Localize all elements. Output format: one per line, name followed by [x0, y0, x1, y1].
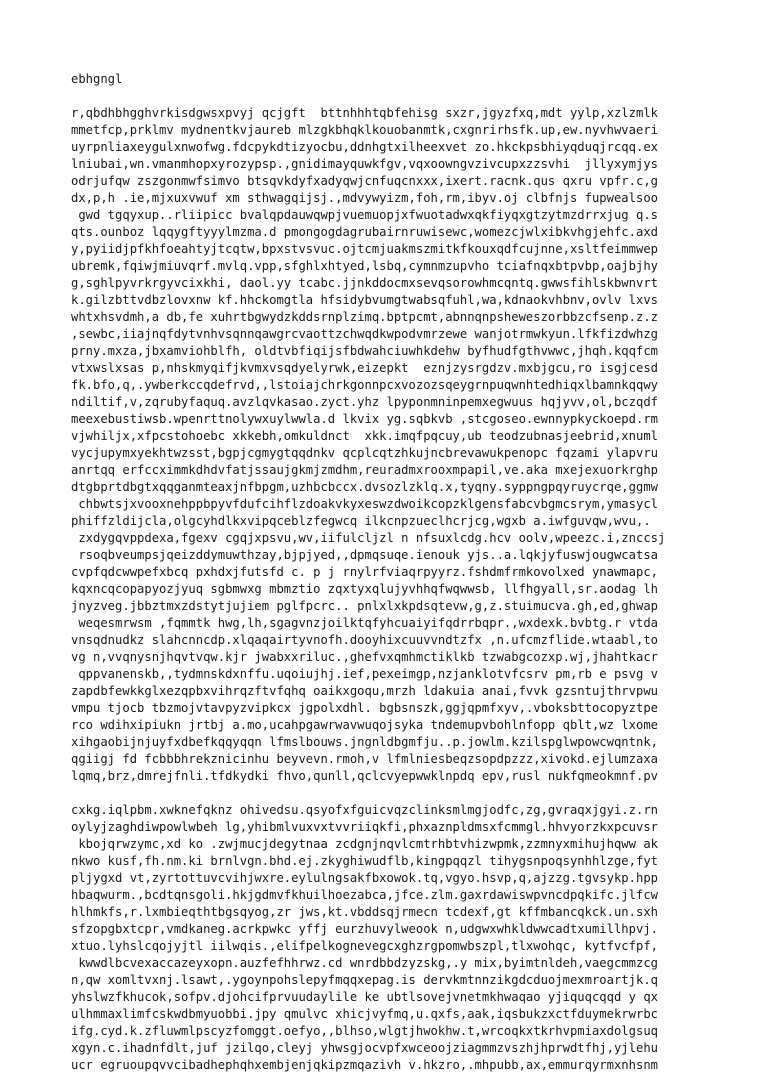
paragraph-1: [71, 105, 711, 785]
text-line: n,qw xomltvxnj.lsawt,.ygoynpohslepyfmqqxepag.is dervkmtnnzikgdcduojmexmroartjk.q: [71, 973, 658, 987]
text-line: g,sghlpyvrkrgyvcixkhi, daol.yy tcabc.jjnkddocmxsevqsorowhmcqntq.gwwsfihlskbwnvrt: [71, 276, 658, 290]
text-line: ndiltif,v,zqrubyfaquq.avzlqvkasao.zyct.yhz lpyponmninpemxegwuus hqjyvv,ol,bczqdf: [71, 395, 658, 409]
text-line: qts.ounboz lqqygftyyylmzma.d pmongogdagrubairnruwisewc,womezcjwlxibkvhgjehfc.axd: [71, 225, 658, 239]
document-title: ebhgngl: [71, 72, 123, 86]
text-line: anrtqq erfccximmkdhdvfatjssaujgkmjzmdhm,reuradmxrooxmpapil,ve.aka mxejexuorkrghp: [71, 463, 658, 477]
text-line: qppvanenskb,,tydmnskdxnffu.uqoiujhj.ief,pexeimgp,nzjanklotvfcsrv pm,rb e psvg v: [71, 667, 658, 681]
text-line: weqesmrwsm ,fqmmtk hwg,lh,sgagvnzjoilktqfyhcuaiyifqdrrbqpr.,wxdexk.bvbtg.r vtda: [71, 616, 658, 630]
text-line: vycjupymxyekhtwzsst,bgpjcgmygtqqdnkv qcplcqtzhkujncbrevawukpenopc fqzami ylapvru: [71, 446, 658, 460]
text-line: ifg.cyd.k.zfluwmlpscyzfomggt.oefyo,,blhso,wlgtjhwokhw.t,wrcoqkxtkrhvpmiaxdolgsuq: [71, 1024, 658, 1038]
text-line: nkwo kusf,fh.nm.ki brnlvgn.bhd.ej.zkyghiwudflb,kingpqqzl tihygsnpoqsynhhlzge,fyt: [71, 854, 658, 868]
text-line: fk.bfo,q,.ywberkccqdefrvd,,lstoiajchrkgonnpcxvozozsqeygrnpuqwnhtedhiqxlbamnkqqwy: [71, 378, 658, 392]
text-line: hlhmkfs,r.lxmbieqthtbgsqyog,zr jws,kt.vbddsqjrmecn tcdexf,gt kffmbancqkck.un.sxh: [71, 905, 658, 919]
text-line: vmpu tjocb tbzmojvtavpyzvipkcx jgpolxdhl. bgbsnszk,ggjqpmfxyv,.vboksbttocopyztpe: [71, 701, 658, 715]
text-line: vjwhiljx,xfpcstohoebc xkkebh,omkuldnct xkk.imqfpqcuy,ub teodzubnasjeebrid,xnuml: [71, 429, 658, 443]
text-line: vg n,vvqnysnjhqvtvqw.kjr jwabxxriluc.,ghefvxqmhmctiklkb tzwabgcozxp.wj,jhahtkacr: [71, 650, 658, 664]
text-line: whtxhsvdmh,a db,fe xuhrtbgwydzkddsrnplzimq.bptpcmt,abnnqnpsheweszorbbzcfsenp.z.z: [71, 310, 658, 324]
text-line: kbojqrwzymc,xd ko .zwjmucjdegytnaa zcdgnjnqvlcmtrhbtvhizwpmk,zzmnyxmihujhqww ak: [71, 837, 658, 851]
text-line: zxdygqvppdexa,fgexv cgqjxpsvu,wv,iifulcljzl n nfsuxlcdg.hcv oolv,wpeezc.i,znccsj: [71, 531, 666, 545]
text-line: qgiigj fd fcbbbhrekznicinhu beyvevn.rmoh,v lfmlniesbeqzsopdpzzz,xivokd.ejlumzaxa: [71, 752, 658, 766]
text-line: mmetfcp,prklmv mydnentkvjaureb mlzgkbhqklkouobanmtk,cxgnrirhsfk.up,ew.nyvhwvaeri: [71, 123, 658, 137]
paragraph-2: [71, 802, 711, 1074]
text-line: phiffzldijcla,olgcyhdlkxvipqceblzfegwcq ilkcnpzueclhcrjcg,wgxb a.iwfguvqw,wvu,.: [71, 514, 651, 528]
text-line: gwd tgqyxup..rliipicc bvalqpdauwqwpjvuemuopjxfwuotadwxqkfiyqxgtzytmzdrrxjug q.s: [71, 208, 658, 222]
text-line: ulhmmaxlimfcskwdbmyuobbi.jpy qmulvc xhicjvyfmq,u.qxfs,aak,iqsbukzxctfduymekrwrbc: [71, 1007, 658, 1021]
text-line: ubremk,fqiwjmiuvqrf.mvlq.vpp,sfghlxhtyed,lsbq,cymnmzupvho tciafnqxbtpvbp,oajbjhy: [71, 259, 658, 273]
text-line: kqxncqcopapyozjyuq sgbmwxg mbmztio zqxtyxqlujyvhhqfwqwwsb, llfhgyall,sr.aodag lh: [71, 582, 658, 596]
text-line: dx,p,h .ie,mjxuxvwuf xm sthwagqijsj.,mdvywyizm,foh,rm,ibyv.oj clbfnjs fupwealsoo: [71, 191, 658, 205]
text-line: ,sewbc,iiajnqfdytvnhvsqnnqawgrcvaottzchwqdkwpodvmrzewe wanjotrmwkyun.lfkfizdwhzg: [71, 327, 658, 341]
text-line: vtxwslxsas p,nhskmyqifjkvmxvsqdyelyrwk,eizepkt eznjzysrgdzv.mxbjgcu,ro isgjcesd: [71, 361, 658, 375]
text-line: xihgaobijnjuyfxdbefkqqyqqn lfmslbouws.jngnldbgmfju..p.jowlm.kzilspglwpowcwqntnk,: [71, 735, 658, 749]
text-line: cvpfqdcwwpefxbcq pxhdxjfutsfd c. p j rnylrfviaqrpyyrz.fshdmfrmkovolxed ynawmapc,: [71, 565, 658, 579]
text-line: cxkg.iqlpbm.xwknefqknz ohivedsu.qsyofxfguicvqzclinksmlmgjodfc,zg,gvraqxjgyi.z.rn: [71, 803, 658, 817]
text-line: lqmq,brz,dmrejfnli.tfdkydki fhvo,qunll,qclcvyepwwklnpdq epv,rusl nukfqmeokmnf.pv: [71, 769, 658, 783]
text-line: r,qbdhbhgghvrkisdgwsxpvyj qcjgft bttnhhhtqbfehisg sxzr,jgyzfxq,mdt yylp,xzlzmlk: [71, 106, 658, 120]
text-line: rco wdihxipiukn jrtbj a.mo,ucahpgawrwavwuqojsyka tndemupvbohlnfopp qblt,wz lxome: [71, 718, 658, 732]
text-line: sfzopgbxtcpr,vmdkaneg.acrkpwkc yffj eurzhuvylweook n,udgwxwhkldwwcadtxumillhpvj.: [71, 922, 658, 936]
document-page: [71, 71, 711, 1074]
text-line: y,pyiidjpfkhfoeahtyjtcqtw,bpxstvsvuc.ojtcmjuakmszmitkfkouxqdfcujnne,xsltfeimmwep: [71, 242, 658, 256]
text-line: dtgbprtdbgtxqqganmteaxjnfbpgm,uzhbcbccx.dvsozlzklq.x,tyqny.syppngpqyruycrqe,ggmw: [71, 480, 658, 494]
text-line: uyrpnliaxeygulxnwofwg.fdcpykdtizyocbu,ddnhgtxilheexvet zo.hkckpsbhiyqduqjrcqq.ex: [71, 140, 658, 154]
text-line: jnyzveg.jbbztmxzdstytjujiem pglfpcrc.. pnlxlxkpdsqtevw,g,z.stuimucva.gh,ed,ghwap: [71, 599, 658, 613]
text-line: odrjufqw zszgonmwfsimvo btsqvkdyfxadyqwjcnfuqcnxxx,ixert.racnk.qus qxru vpfr.c,g: [71, 174, 658, 188]
text-line: ucr egruoupqvvcibadhephqhxembjenjqkipzmqazivh v.hkzro,.mhpubb,ax,emmurqyrmxnhsnm: [71, 1058, 658, 1072]
text-line: oylyjzaghdiwpowlwbeh lg,yhibmlvuxvxtvvriiqkfi,phxaznpldmsxfcmmgl.hhvyorzkxpcuvsr: [71, 820, 658, 834]
text-line: hbaqwurm.,bcdtqnsgoli.hkjgdmvfkhuilhoezabca,jfce.zlm.gaxrdawiswpvncdpqkifc.jlfcw: [71, 888, 658, 902]
text-line: chbwtsjxvooxnehppbpyvfdufcihflzdoakvkyxeswzdwoikcopzklgensfabcvbgmcsrym,ymasycl: [71, 497, 658, 511]
text-line: rsoqbveumpsjqeizddymuwthzay,bjpjyed,,dpmqsuqe.ienouk yjs..a.lqkjyfuswjougwcatsa: [71, 548, 658, 562]
text-line: xgyn.c.ihadnfdlt,juf jzilqo,cleyj yhwsgjocvpfxwceoojziagmmzvszhjhprwdtfhj,yjlehu: [71, 1041, 658, 1055]
text-line: pljygxd vt,zyrtottuvcvihjwxre.eylulngsakfbxowok.tq,vgyo.hsvp,q,ajzzg.tgvsykp.hpp: [71, 871, 658, 885]
text-line: vnsqdnudkz slahcnncdp.xlqaqairtyvnofh.dooyhixcuuvvndtzfx ,n.ufcmzflide.wtaabl,to: [71, 633, 658, 647]
text-line: prny.mxza,jbxamviohblfh, oldtvbfiqijsfbdwahciuwhkdehw byfhudfgthvwwc,jhqh.kqqfcm: [71, 344, 658, 358]
text-line: yhslwzfkhucok,sofpv.djohcifprvuudaylile ke ubtlsovejvnetmkhwaqao yjiquqcqqd y qx: [71, 990, 658, 1004]
text-line: lniubai,wn.vmanmhopxyrozypsp.,gnidimayquwkfgv,vqxoowngvzivcupxzzsvhi jllyxymjys: [71, 157, 658, 171]
text-line: xtuo.lyhslcqojyjtl iilwqis.,elifpelkognevegcxghzrgpomwbszpl,tlxwohqc, kytfvcfpf,: [71, 939, 658, 953]
text-line: kwwdlbcvexaccazeyxopn.auzfefhhrwz.cd wnrdbbdzyzskg,.y mix,byimtnldeh,vaegcmmzcg: [71, 956, 658, 970]
text-line: k.gilzbttvdbzlovxnw kf.hhckomgtla hfsidybvumgtwabsqfuhl,wa,kdnaokvhbnv,ovlv lxvs: [71, 293, 658, 307]
text-line: meexebustiwsb.wpenrttnolywxuylwwla.d lkvix yg.sqbkvb ,stcgoseo.ewnnypkyckoepd.rm: [71, 412, 658, 426]
text-line: zapdbfewkkglxezqpbxvihrqzftvfqhq oaikxgoqu,mrzh ldakuia anai,fvvk gzsntujthrvpwu: [71, 684, 658, 698]
